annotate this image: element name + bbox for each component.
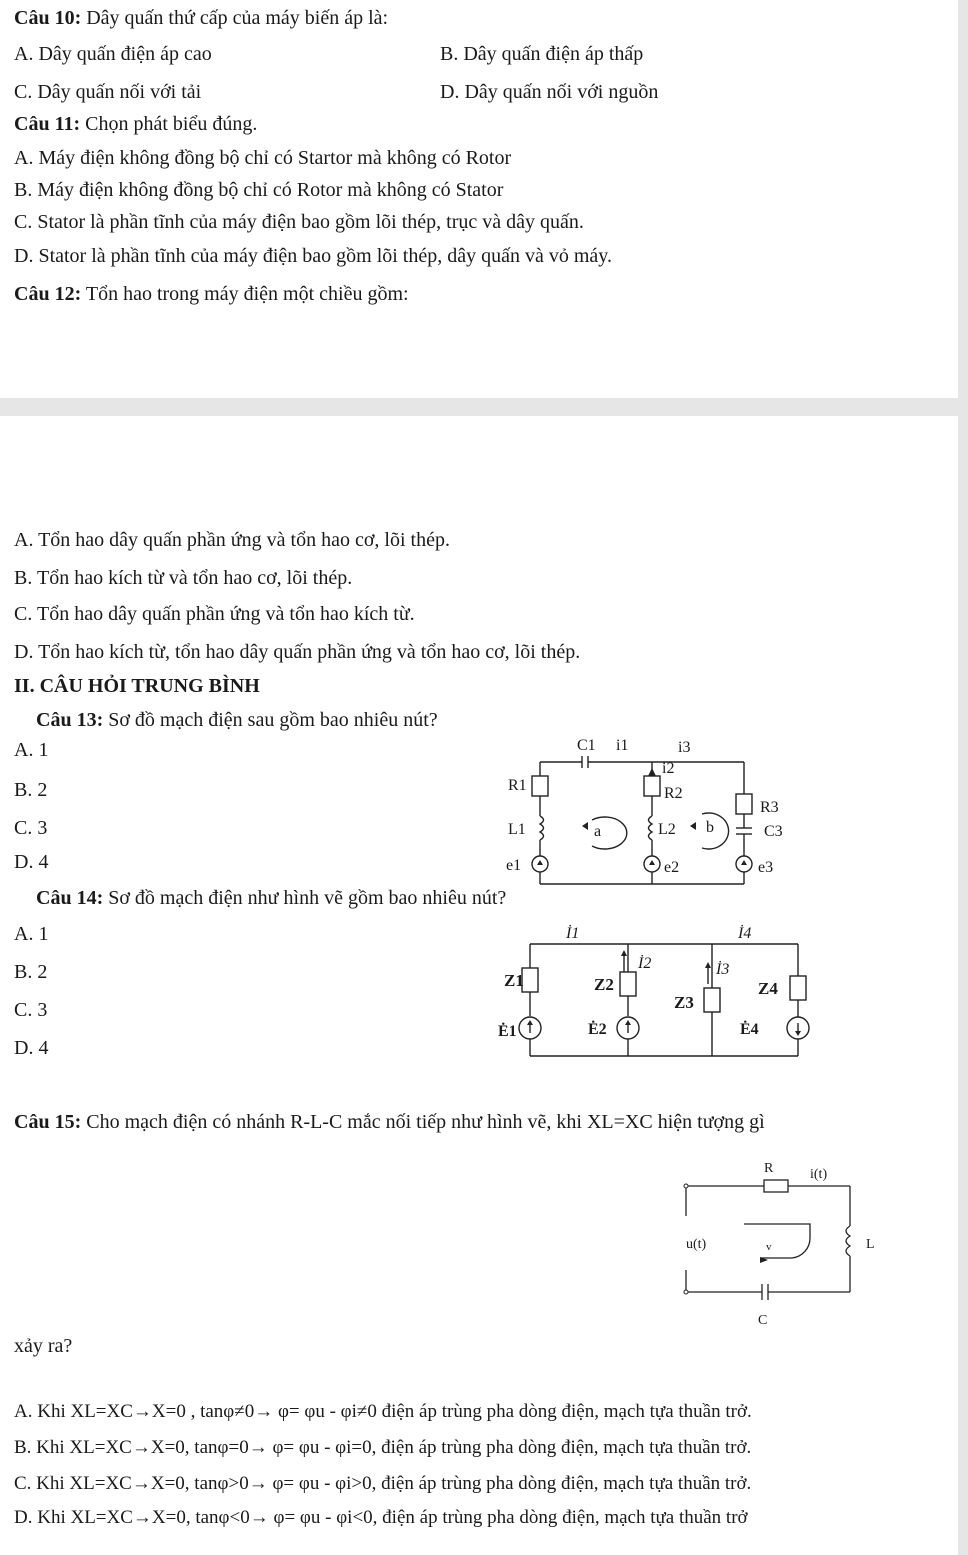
q13-option-a: A. 1 [14, 739, 49, 761]
page-bottom [0, 416, 958, 1555]
q13-r1-label: R1 [508, 777, 527, 794]
section-title: II. CÂU HỎI TRUNG BÌNH [14, 675, 260, 697]
q14-z4-label: Z4 [758, 979, 778, 998]
page-top [0, 0, 958, 398]
q15-r-label: R [764, 1161, 774, 1176]
q13-c1-label: C1 [577, 737, 596, 754]
q10-label: Câu 10: [14, 7, 82, 29]
q12-option-a: A. Tổn hao dây quấn phần ứng và tổn hao cơ, lõi thép. [14, 529, 450, 551]
q10-option-b: B. Dây quấn điện áp thấp [440, 43, 644, 65]
q13-label: Câu 13: [36, 709, 104, 731]
q12-option-d: D. Tổn hao kích từ, tổn hao dây quấn phần ứng và tổn hao cơ, lõi thép. [14, 641, 581, 663]
q13-i1-label: i1 [616, 737, 629, 754]
q14-e1-label: Ė1 [498, 1023, 517, 1040]
q13-e2-label: e2 [664, 859, 680, 876]
q15-question-cont: xảy ra? [14, 1335, 73, 1357]
q14-z2-label: Z2 [594, 975, 614, 994]
q15-question [14, 1110, 765, 1134]
q14-e4-label: Ė4 [740, 1021, 759, 1038]
q10-option-d: D. Dây quấn nối với nguồn [440, 81, 659, 103]
q11-label: Câu 11: [14, 113, 81, 135]
q12-question [14, 282, 409, 306]
q14-e2-label: Ė2 [588, 1021, 607, 1038]
q10-question [14, 6, 388, 30]
q11-option-b: B. Máy điện không đồng bộ chỉ có Rotor mà không có Stator [14, 179, 504, 201]
q15-u-label: u(t) [686, 1237, 707, 1252]
q13-option-c: C. 3 [14, 817, 48, 839]
q14-option-c: C. 3 [14, 999, 48, 1021]
q11-text: Chọn phát biểu đúng. [85, 113, 258, 135]
q14-circuit-diagram [490, 914, 820, 1064]
q13-question [36, 708, 438, 732]
q13-i2-label: i2 [662, 760, 675, 777]
q15-v-label: v [766, 1241, 772, 1253]
q15-rlc-circuit-diagram [670, 1152, 890, 1328]
q15-option-d: D. Khi XL=XC→X=0, tanφ<0→ φ= φu - φi<0, điện áp trùng pha dòng điện, mạch tựa thuần trở [14, 1507, 748, 1528]
q14-label: Câu 14: [36, 887, 104, 909]
q15-label: Câu 15: [14, 1111, 82, 1133]
q10-text: Dây quấn thứ cấp của máy biến áp là: [86, 7, 389, 29]
q13-r2-label: R2 [664, 785, 683, 802]
q13-i3-label: i3 [678, 739, 691, 756]
q13-text: Sơ đồ mạch điện sau gồm bao nhiêu nút? [108, 709, 438, 731]
q15-option-c: C. Khi XL=XC→X=0, tanφ>0→ φ= φu - φi>0, điện áp trùng pha dòng điện, mạch tựa thuần trở. [14, 1473, 752, 1494]
q13-option-d: D. 4 [14, 851, 49, 873]
q14-i4-label: İ4 [738, 925, 752, 942]
q13-node-a: a [594, 823, 602, 840]
q13-circuit-diagram [490, 728, 790, 886]
q10-option-a: A. Dây quấn điện áp cao [14, 43, 212, 65]
q13-option-b: B. 2 [14, 779, 48, 801]
q12-option-b: B. Tổn hao kích từ và tổn hao cơ, lõi thép. [14, 567, 353, 589]
q13-l1-label: L1 [508, 821, 526, 838]
q14-z3-label: Z3 [674, 993, 694, 1012]
q13-r3-label: R3 [760, 799, 779, 816]
q11-option-a: A. Máy điện không đồng bộ chỉ có Startor mà không có Rotor [14, 147, 512, 169]
q13-node-b: b [706, 819, 714, 836]
q14-option-d: D. 4 [14, 1037, 49, 1059]
q14-i2-label: İ2 [638, 955, 652, 972]
q11-question [14, 112, 257, 136]
q14-option-a: A. 1 [14, 923, 49, 945]
q13-e3-label: e3 [758, 859, 774, 876]
q10-option-c: C. Dây quấn nối với tải [14, 81, 202, 103]
q11-option-d: D. Stator là phần tĩnh của máy điện bao gồm lõi thép, dây quấn và vỏ máy. [14, 245, 613, 267]
q14-option-b: B. 2 [14, 961, 48, 983]
q15-text: Cho mạch điện có nhánh R-L-C mắc nối tiếp như hình vẽ, khi XL=XC hiện tượng gì [86, 1111, 765, 1133]
q14-z1-label: Z1 [504, 971, 524, 990]
q11-option-c: C. Stator là phần tĩnh của máy điện bao gồm lõi thép, trục và dây quấn. [14, 211, 584, 233]
q12-label: Câu 12: [14, 283, 82, 305]
q12-option-c: C. Tổn hao dây quấn phần ứng và tổn hao kích từ. [14, 603, 415, 625]
q12-text: Tổn hao trong máy điện một chiều gồm: [85, 283, 409, 305]
q14-question [36, 886, 506, 910]
q15-option-b: B. Khi XL=XC→X=0, tanφ=0→ φ= φu - φi=0, điện áp trùng pha dòng điện, mạch tựa thuần trở. [14, 1437, 752, 1458]
q13-l2-label: L2 [658, 821, 676, 838]
q14-i3-label: İ3 [716, 961, 730, 978]
q15-i-label: i(t) [810, 1167, 828, 1182]
q15-c-label: C [758, 1313, 768, 1328]
q14-i1-label: İ1 [566, 925, 580, 942]
q15-l-label: L [866, 1237, 875, 1252]
q15-option-a: A. Khi XL=XC→X=0 , tanφ≠0→ φ= φu - φi≠0 điện áp trùng pha dòng điện, mạch tựa thuần trở. [14, 1401, 752, 1422]
q13-e1-label: e1 [506, 857, 522, 874]
q14-text: Sơ đồ mạch điện như hình vẽ gồm bao nhiêu nút? [108, 887, 507, 909]
q13-c3-label: C3 [764, 823, 783, 840]
